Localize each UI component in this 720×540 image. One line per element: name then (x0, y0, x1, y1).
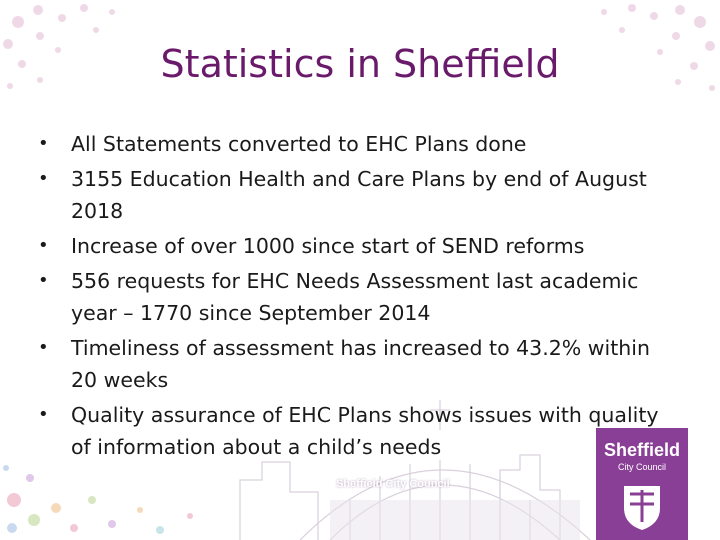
list-item (38, 399, 678, 463)
list-item (38, 265, 678, 329)
bullet-marker: • (38, 133, 49, 154)
list-item (38, 230, 678, 262)
bullet-list (38, 128, 678, 466)
bullet-text: All Statements converted to EHC Plans done (71, 132, 527, 156)
bullet-text: 556 requests for EHC Needs Assessment last academic year – 1770 since September 2014 (71, 269, 639, 325)
bullet-marker: • (38, 235, 49, 256)
footer-organisation-name: Sheffield City Council (336, 478, 450, 490)
list-item (38, 128, 678, 160)
crest-icon (620, 482, 664, 532)
bullet-marker: • (38, 404, 49, 425)
list-item (38, 332, 678, 396)
bullet-text: 3155 Education Health and Care Plans by end of August 2018 (71, 167, 647, 223)
bullet-text: Increase of over 1000 since start of SEND reforms (71, 234, 585, 258)
list-item (38, 163, 678, 227)
bullet-marker: • (38, 270, 49, 291)
bullet-marker: • (38, 168, 49, 189)
council-logo (596, 428, 688, 540)
logo-sub-text: City Council (617, 462, 666, 472)
bullet-marker: • (38, 337, 49, 358)
logo-main-text: Sheffield (603, 440, 680, 460)
bullet-text: Quality assurance of EHC Plans shows issues with quality of information about a child’s needs (71, 403, 659, 459)
bullet-text: Timeliness of assessment has increased to 43.2% within 20 weeks (71, 336, 650, 392)
slide-title: Statistics in Sheffield (160, 42, 560, 86)
